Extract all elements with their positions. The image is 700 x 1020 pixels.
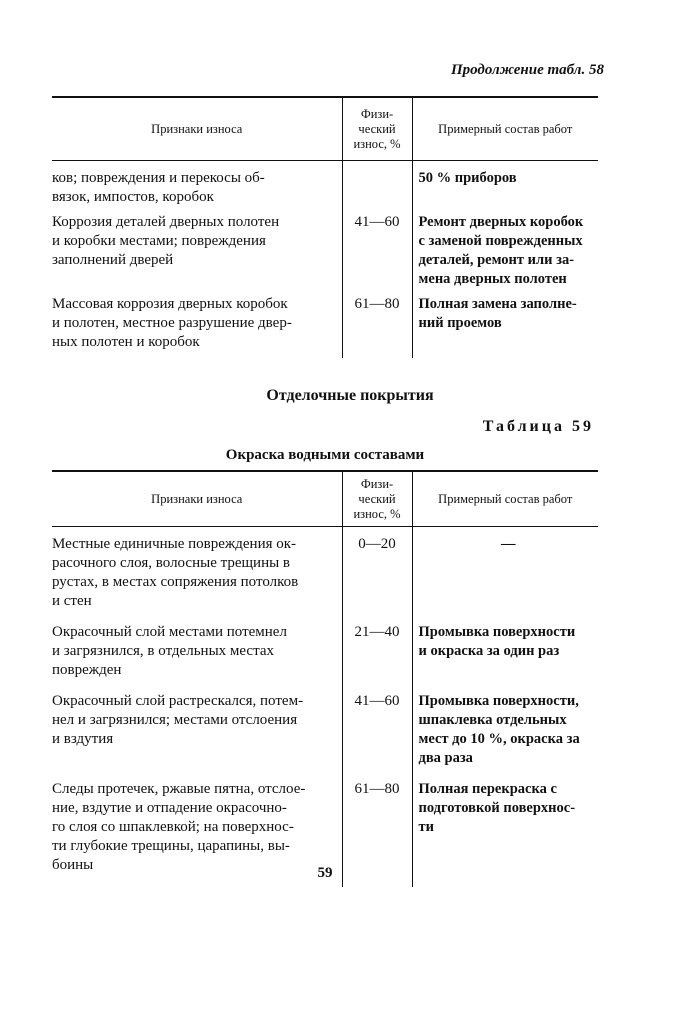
work-scope-cell: Полная замена заполне- ний проемов [418, 296, 577, 331]
table-row [52, 295, 598, 358]
table-header-row [52, 97, 598, 161]
table-row [52, 623, 598, 692]
wear-sign-cell: Коррозия деталей дверных полотен и коробки местами; повреждения заполнений дверей [52, 214, 280, 268]
table-59-water-paint [52, 470, 598, 887]
table-number: Таблица 59 [482, 418, 594, 435]
table-row [52, 527, 598, 624]
wear-percent-cell: 41—60 [342, 692, 412, 780]
work-scope-cell: 50 % приборов [418, 170, 517, 186]
wear-sign-cell: Местные единичные повреждения ок- расочного слоя, волосные трещины в рустах, в местах сопряжения потолков и стен [52, 536, 299, 609]
wear-percent-cell: 21—40 [342, 623, 412, 692]
wear-sign-cell: Следы протечек, ржавые пятна, отслое- ние, вздутие и отпадение окрасочно- го слоя со шпаклевкой; на поверхнос- ти глубокие трещины, царапины, вы- боины [52, 781, 306, 873]
wear-sign-cell: Окрасочный слой растрескался, потем- нел и загрязнился; местами отслоения и вздутия [52, 693, 304, 747]
table-title: Окраска водными составами [225, 447, 425, 463]
header-wear-signs: Признаки износа [52, 471, 342, 527]
work-scope-cell: Полная перекраска с подготовкой поверхнос- ти [418, 781, 576, 835]
work-scope-cell: Промывка поверхности и окраска за один раз [418, 624, 576, 659]
work-scope-cell: Ремонт дверных коробок с заменой поврежденных деталей, ремонт или за- мена дверных полотен [418, 214, 584, 287]
wear-percent-cell: 61—80 [342, 295, 412, 358]
table-continuation-caption: Продолжение табл. 58 [450, 62, 604, 78]
table-row [52, 692, 598, 780]
table-58-doors [52, 96, 598, 358]
work-scope-cell: — [501, 536, 516, 552]
table-header-row [52, 471, 598, 527]
header-physical-wear: Физи- ческий износ, % [342, 471, 412, 527]
header-physical-wear: Физи- ческий износ, % [342, 97, 412, 161]
section-title: Отделочные покрытия [266, 387, 434, 404]
header-work-scope: Примерный состав работ [412, 471, 598, 527]
wear-percent-cell: 0—20 [342, 527, 412, 624]
wear-percent-cell: 61—80 [342, 780, 412, 887]
header-work-scope: Примерный состав работ [412, 97, 598, 161]
table-row [52, 161, 598, 214]
header-wear-signs: Признаки износа [52, 97, 342, 161]
wear-percent-cell: 41—60 [342, 213, 412, 295]
work-scope-cell: Промывка поверхности, шпаклевка отдельных мест до 10 %, окраска за два раза [418, 693, 580, 766]
page-number: 59 [317, 865, 333, 881]
wear-sign-cell: ков; повреждения и перекосы об- вязок, импостов, коробок [52, 170, 265, 205]
wear-sign-cell: Окрасочный слой местами потемнел и загрязнился, в отдельных местах поврежден [52, 624, 287, 678]
wear-sign-cell: Массовая коррозия дверных коробок и полотен, местное разрушение двер- ных полотен и коробок [52, 296, 292, 350]
table-row [52, 213, 598, 295]
wear-percent-cell [342, 161, 412, 214]
